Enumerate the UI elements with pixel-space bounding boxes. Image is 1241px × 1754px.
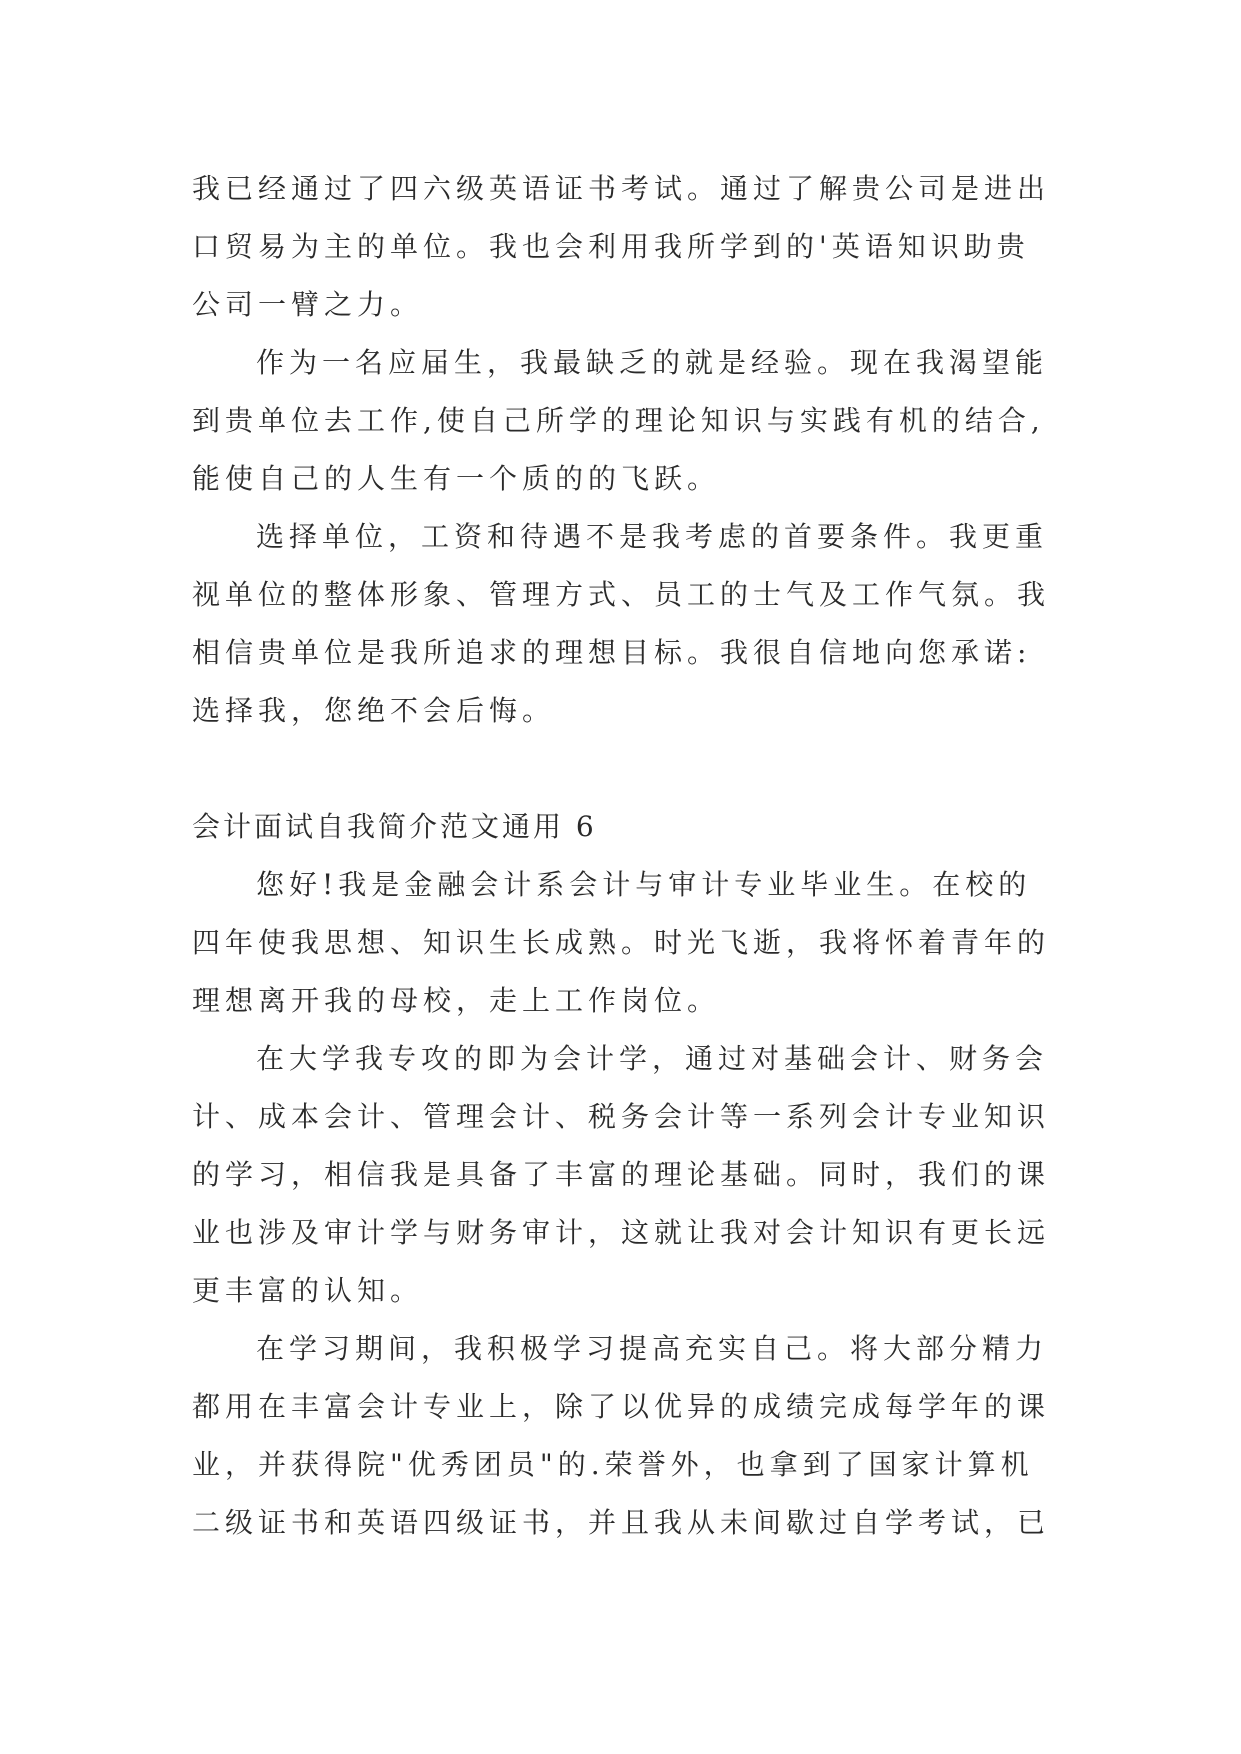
- paragraph: [192, 856, 1056, 1030]
- text-line: 都用在丰富会计专业上，除了以优异的成绩完成每学年的课: [192, 1390, 1051, 1423]
- text-line: 相信贵单位是我所追求的理想目标。我很自信地向您承诺:: [192, 636, 1032, 669]
- text-line: 作为一名应届生，我最缺乏的就是经验。现在我渴望能: [256, 346, 1049, 379]
- text-line: 理想离开我的母校，走上工作岗位。: [192, 984, 721, 1017]
- text-line: 在大学我专攻的即为会计学，通过对基础会计、财务会: [256, 1042, 1049, 1075]
- text-line: 选择我，您绝不会后悔。: [192, 694, 556, 727]
- text-line: 到贵单位去工作,使自己所学的理论知识与实践有机的结合,: [192, 404, 1045, 437]
- text-line: 能使自己的人生有一个质的的飞跃。: [192, 462, 721, 495]
- text-line: 我已经通过了四六级英语证书考试。通过了解贵公司是进出: [192, 172, 1051, 205]
- text-line: 口贸易为主的单位。我也会利用我所学到的'英语知识助贵: [192, 230, 1030, 263]
- paragraph: [192, 334, 1056, 508]
- paragraph: [192, 1320, 1056, 1552]
- text-line: 更丰富的认知。: [192, 1274, 424, 1307]
- text-line: 业也涉及审计学与财务审计，这就让我对会计知识有更长远: [192, 1216, 1051, 1249]
- text-line: 计、成本会计、管理会计、税务会计等一系列会计专业知识: [192, 1100, 1051, 1133]
- text-line: 业，并获得院"优秀团员"的.荣誉外，也拿到了国家计算机: [192, 1448, 1034, 1481]
- text-line: 二级证书和英语四级证书，并且我从未间歇过自学考试，已: [192, 1506, 1051, 1539]
- text-line: 视单位的整体形象、管理方式、员工的士气及工作气氛。我: [192, 578, 1051, 611]
- text-line: 四年使我思想、知识生长成熟。时光飞逝，我将怀着青年的: [192, 926, 1051, 959]
- text-line: 在学习期间，我积极学习提高充实自己。将大部分精力: [256, 1332, 1049, 1365]
- paragraph: [192, 1030, 1056, 1320]
- text-line: 您好!我是金融会计系会计与审计专业毕业生。在校的: [256, 868, 1032, 901]
- text-line: 公司一臂之力。: [192, 288, 424, 321]
- section-heading: 会计面试自我简介范文通用 6: [192, 810, 597, 843]
- paragraph: [192, 160, 1056, 334]
- document-page: [192, 160, 1056, 1552]
- text-line: 选择单位，工资和待遇不是我考虑的首要条件。我更重: [256, 520, 1049, 553]
- text-line: 的学习，相信我是具备了丰富的理论基础。同时，我们的课: [192, 1158, 1051, 1191]
- paragraph: [192, 508, 1056, 740]
